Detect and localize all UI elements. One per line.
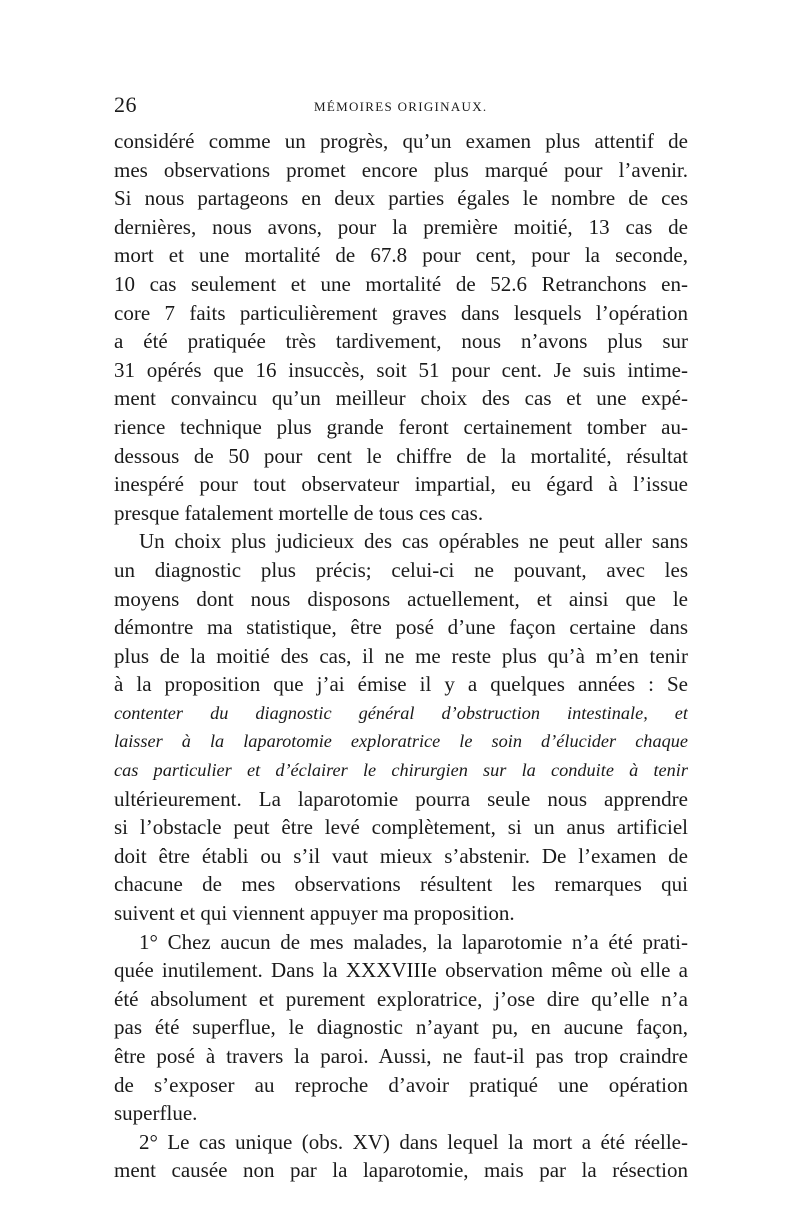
text-line: Si nous partageons en deux parties égales le nombre de ces [114,186,688,211]
text-line: 10 cas seulement et une mortalité de 52.6 Retranchons en- [114,271,688,296]
text-line: moyens dont nous disposons actuellement, et ainsi que le [114,586,688,611]
body-text [114,127,688,1185]
text-line: quée inutilement. Dans la XXXVIIIe observation même où elle a [114,958,688,983]
text-line: pas été superflue, le diagnostic n’ayant pu, en aucune façon, [114,1015,688,1040]
text-line: core 7 faits particulièrement graves dans lesquels l’opération [114,300,688,325]
text-line: un diagnostic plus précis; celui-ci ne pouvant, avec les [114,557,688,582]
text-line: a été pratiquée très tardivement, nous n’avons plus sur [114,329,688,354]
text-line: rience technique plus grande feront certainement tomber au- [114,414,688,439]
text-line: ultérieurement. La laparotomie pourra seule nous apprendre [114,786,688,811]
text-line: 1° Chez aucun de mes malades, la laparotomie n’a été prati- [139,929,688,954]
text-line: plus de la moitié des cas, il ne me reste plus qu’à m’en tenir [114,643,688,668]
text-line: dessous de 50 pour cent le chiffre de la mortalité, résultat [114,443,688,468]
text-line: ment causée non par la laparotomie, mais par la résection [114,1158,688,1183]
text-line: presque fatalement mortelle de tous ces cas. [114,500,484,525]
text-line: démontre ma statistique, être posé d’une façon certaine dans [114,615,688,640]
text-line: contenter du diagnostic général d’obstruction intestinale, et [114,702,688,723]
text-line: considéré comme un progrès, qu’un examen plus attentif de [114,129,688,153]
text-line: de s’exposer au reproche d’avoir pratiqué une opération [114,1072,688,1097]
page-number: 26 [114,92,137,117]
text-line: mort et une mortalité de 67.8 pour cent, pour la seconde, [114,243,688,268]
text-line: si l’obstacle peut être levé complètement, si un anus artificiel [114,815,688,840]
text-line: 2° Le cas unique (obs. XV) dans lequel la mort a été réelle- [139,1129,688,1154]
book-page [114,92,688,1183]
text-line: superflue. [114,1101,198,1126]
text-line: 31 opérés que 16 insuccès, soit 51 pour cent. Je suis intime- [114,357,688,382]
text-line: inespéré pour tout observateur impartial, eu égard à l’issue [114,472,688,497]
text-line: doit être établi ou s’il vaut mieux s’abstenir. De l’examen de [114,843,688,868]
running-head: MÉMOIRES ORIGINAUX. [314,99,488,114]
text-line: chacune de mes observations résultent les remarques qui [114,872,688,897]
text-line: Un choix plus judicieux des cas opérables ne peut aller sans [139,529,688,554]
text-line: être posé à travers la paroi. Aussi, ne faut-il pas trop craindre [114,1044,688,1068]
text-line: ment convaincu qu’un meilleur choix des cas et une expé- [114,386,688,411]
page-header [114,92,688,122]
text-line: cas particulier et d’éclairer le chirurgien sur la conduite à tenir [114,760,688,781]
text-line: laisser à la laparotomie exploratrice le soin d’élucider chaque [114,731,688,752]
text-line: dernières, nous avons, pour la première moitié, 13 cas de [114,214,688,239]
text-line: suivent et qui viennent appuyer ma proposition. [114,901,515,926]
text-line: été absolument et purement exploratrice, j’ose dire qu’elle n’a [114,986,688,1011]
text-line: mes observations promet encore plus marqué pour l’avenir. [114,157,688,182]
text-line: à la proposition que j’ai émise il y a quelques années : Se [114,672,688,697]
